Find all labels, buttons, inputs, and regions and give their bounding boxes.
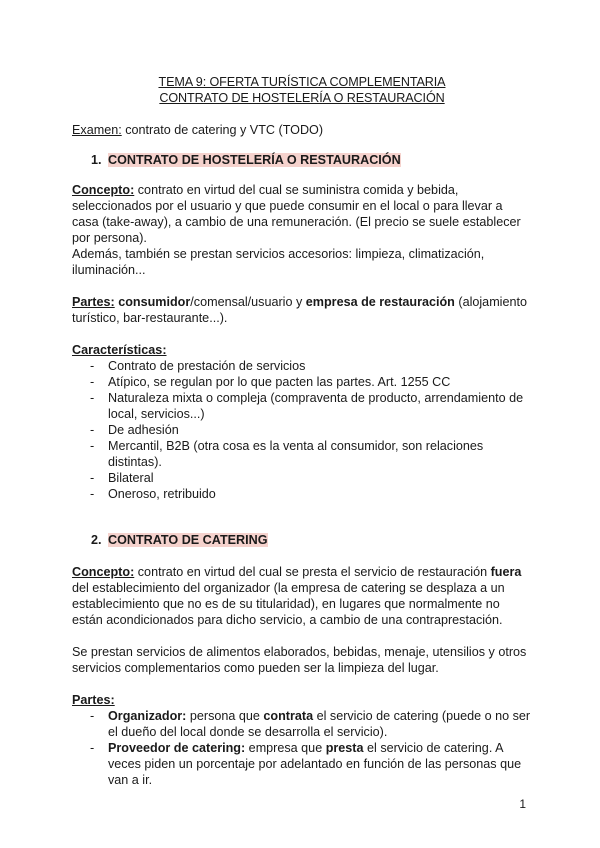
section-2-partes-label: Partes: <box>72 693 115 707</box>
section-2-number: 2. <box>91 533 102 547</box>
organizador-label: Organizador: <box>108 709 187 723</box>
list-item: - De adhesión <box>72 422 532 438</box>
section-1-partes-label: Partes: <box>72 295 115 309</box>
exam-label: Examen: <box>72 123 122 137</box>
section-1-concepto-text: contrato en virtud del cual se suministra comida y bebida, seleccionados por el usuario y que puede consumir en el local o para llevar a casa (take-away), a cambio de una remuneración. (El precio se suele establecer por persona). <box>72 183 521 245</box>
section-2-concepto-label: Concepto: <box>72 565 135 579</box>
section-1-ademas: Además, también se prestan servicios accesorios: limpieza, climatización, iluminación... <box>72 247 485 277</box>
caracteristicas-label: Características: <box>72 343 167 357</box>
section-1-heading <box>91 152 532 168</box>
proveedor-label: Proveedor de catering: <box>108 741 246 755</box>
list-item: - Contrato de prestación de servicios <box>72 358 532 374</box>
list-item <box>72 740 532 788</box>
list-item: - Oneroso, retribuido <box>72 486 532 502</box>
organizador-text-1: persona que <box>186 709 264 723</box>
section-1-concepto <box>72 182 532 246</box>
section-1-partes <box>72 294 532 326</box>
section-2-title: CONTRATO DE CATERING <box>108 533 268 547</box>
partes-text-1: /comensal/usuario y <box>190 295 306 309</box>
partes-consumidor: consumidor <box>118 295 191 309</box>
title-line-2: CONTRATO DE HOSTELERÍA O RESTAURACIÓN <box>159 91 445 105</box>
section-1-number: 1. <box>91 153 102 167</box>
section-2-concepto <box>72 564 532 628</box>
partes-empresa: empresa de restauración <box>305 295 455 309</box>
list-item: - Mercantil, B2B (otra cosa es la venta al consumidor, son relaciones distintas). <box>72 438 532 470</box>
page-number: 1 <box>519 797 526 811</box>
document-title <box>72 74 532 106</box>
section-2-heading <box>91 532 532 548</box>
organizador-contrata: contrata <box>263 709 314 723</box>
proveedor-presta: presta <box>325 741 364 755</box>
section-2-concepto-text-2: del establecimiento del organizador (la empresa de catering se desplaza a un establecimiento que no es de su titularidad), en lugares que normalmente no están acondicionados para dicho servicio, a cambio de una contraprestación. <box>72 581 505 627</box>
caracteristicas-list <box>72 358 532 502</box>
list-item: - Bilateral <box>72 470 532 486</box>
list-item <box>72 708 532 740</box>
title-line-1: TEMA 9: OFERTA TURÍSTICA COMPLEMENTARIA <box>158 75 446 89</box>
proveedor-text-1: empresa que <box>245 741 326 755</box>
proveedor-text-2: el servicio de catering. A veces piden un porcentaje por adelantado en función de las personas que van a ir. <box>108 741 522 787</box>
section-2-partes-list <box>72 708 532 788</box>
section-2-concepto-text-1: contrato en virtud del cual se presta el servicio de restauración <box>134 565 491 579</box>
organizador-text-2: el servicio de catering (puede o no ser el dueño del local donde se desarrolla el servicio). <box>108 709 531 739</box>
exam-note <box>72 122 532 138</box>
concepto-fuera: fuera <box>490 565 522 579</box>
partes-text-2: (alojamiento turístico, bar-restaurante...). <box>72 295 527 325</box>
exam-text: contrato de catering y VTC (TODO) <box>121 123 324 137</box>
section-2-servicios: Se prestan servicios de alimentos elaborados, bebidas, menaje, utensilios y otros servicios complementarios como pueden ser la limpieza del lugar. <box>72 645 527 675</box>
list-item: - Naturaleza mixta o compleja (compraventa de producto, arrendamiento de local, servicios...) <box>72 390 532 422</box>
section-1-concepto-label: Concepto: <box>72 183 135 197</box>
document-page <box>72 74 532 788</box>
list-item: - Atípico, se regulan por lo que pacten las partes. Art. 1255 CC <box>72 374 532 390</box>
section-1-title: CONTRATO DE HOSTELERÍA O RESTAURACIÓN <box>108 153 401 167</box>
